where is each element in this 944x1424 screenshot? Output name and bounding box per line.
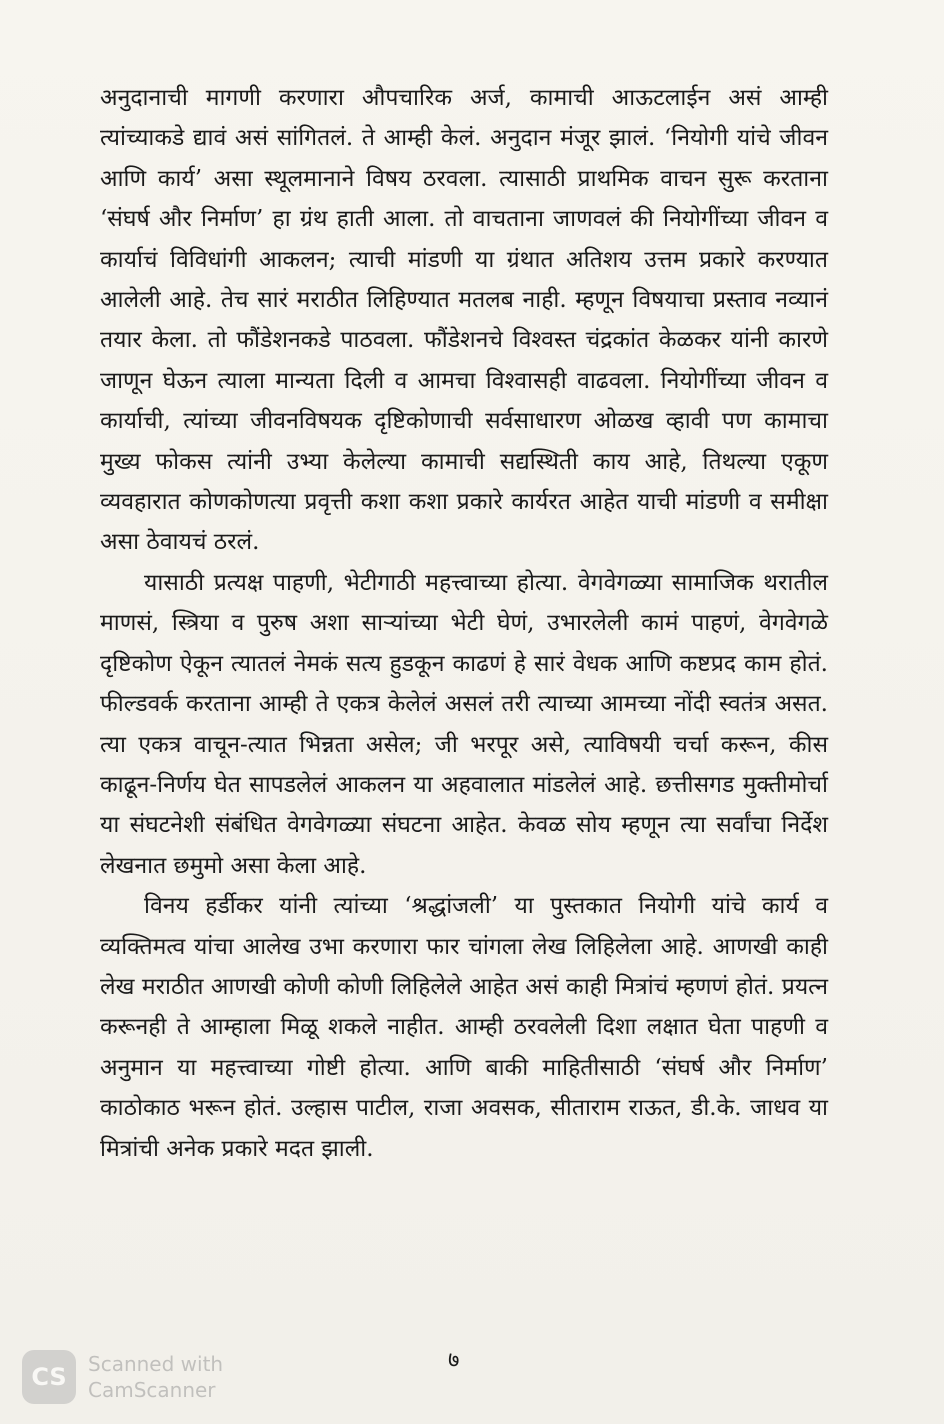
watermark-text (88, 1351, 223, 1403)
paragraph-1: अनुदानाची मागणी करणारा औपचारिक अर्ज, कामाची आऊटलाईन असं आम्ही त्यांच्याकडे द्यावं असं सांगितलं. ते आम्ही केलं. अनुदान मंजूर झालं. ‘नियोगी यांचे जीवन आणि कार्य’ असा स्थूलमानाने विषय ठरवला. त्यासाठी प्राथमिक वाचन सुरू करताना ‘संघर्ष और निर्माण’ हा ग्रंथ हाती आला. तो वाचताना जाणवलं की नियोगींच्या जीवन व कार्याचं विविधांगी आकलन; त्याची मांडणी या ग्रंथात अतिशय उत्तम प्रकारे करण्यात आलेली आहे. तेच सारं मराठीत लिहिण्यात मतलब नाही. म्हणून विषयाचा प्रस्ताव नव्यानं तयार केला. तो फौंडेशनकडे पाठवला. फौंडेशनचे विश्वस्त चंद्रकांत केळकर यांनी कारणे जाणून घेऊन त्याला मान्यता दिली व आमचा विश्वासही वाढवला. नियोगींच्या जीवन व कार्याची, त्यांच्या जीवनविषयक दृष्टिकोणाची सर्वसाधारण ओळख व्हावी पण कामाचा मुख्य फोकस त्यांनी उभ्या केलेल्या कामाची सद्यस्थिती काय आहे, तिथल्या एकूण व्यवहारात कोणकोणत्या प्रवृत्ती कशा कशा प्रकारे कार्यरत आहेत याची मांडणी व समीक्षा असा ठेवायचं ठरलं. (100, 85, 828, 556)
camscanner-watermark (22, 1350, 223, 1404)
camscanner-logo-icon: CS (22, 1350, 76, 1404)
paragraph-3: विनय हर्डीकर यांनी त्यांच्या ‘श्रद्धांजली’ या पुस्तकात नियोगी यांचे कार्य व व्यक्तिमत्व यांचा आलेख उभा करणारा फार चांगला लेख लिहिलेला आहे. आणखी काही लेख मराठीत आणखी कोणी कोणी लिहिलेले आहेत असं काही मित्रांचं म्हणणं होतं. प्रयत्न करूनही ते आम्हाला मिळू शकले नाहीत. आम्ही ठरवलेली दिशा लक्षात घेता पाहणी व अनुमान या महत्त्वाच्या गोष्टी होत्या. आणि बाकी माहितीसाठी ‘संघर्ष और निर्माण’ काठोकाठ भरून होतं. उल्हास पाटील, राजा अवसक, सीताराम राऊत, डी.के. जाधव या मित्रांची अनेक प्रकारे मदत झाली. (100, 893, 828, 1162)
page-number: ७ (448, 1348, 460, 1373)
paragraph-2: यासाठी प्रत्यक्ष पाहणी, भेटीगाठी महत्त्वाच्या होत्या. वेगवेगळ्या सामाजिक थरातील माणसं, स्त्रिया व पुरुष अशा साऱ्यांच्या भेटी घेणं, उभारलेली कामं पाहणं, वेगवेगळे दृष्टिकोण ऐकून त्यातलं नेमकं सत्य हुडकून काढणं हे सारं वेधक आणि कष्टप्रद काम होतं. फील्डवर्क करताना आम्ही ते एकत्र केलेलं असलं तरी त्याच्या आमच्या नोंदी स्वतंत्र असत. त्या एकत्र वाचून-त्यात भिन्नता असेल; जी भरपूर असे, त्याविषयी चर्चा करून, कीस काढून-निर्णय घेत सापडलेलं आकलन या अहवालात मांडलेलं आहे. छत्तीसगड मुक्तीमोर्चा या संघटनेशी संबंधित वेगवेगळ्या संघटना आहेत. केवळ सोय म्हणून त्या सर्वांचा निर्देश लेखनात छमुमो असा केला आहे. (100, 569, 828, 879)
watermark-line-1: Scanned with (88, 1352, 224, 1376)
body-text (100, 78, 828, 1169)
watermark-line-2: CamScanner (88, 1378, 216, 1402)
